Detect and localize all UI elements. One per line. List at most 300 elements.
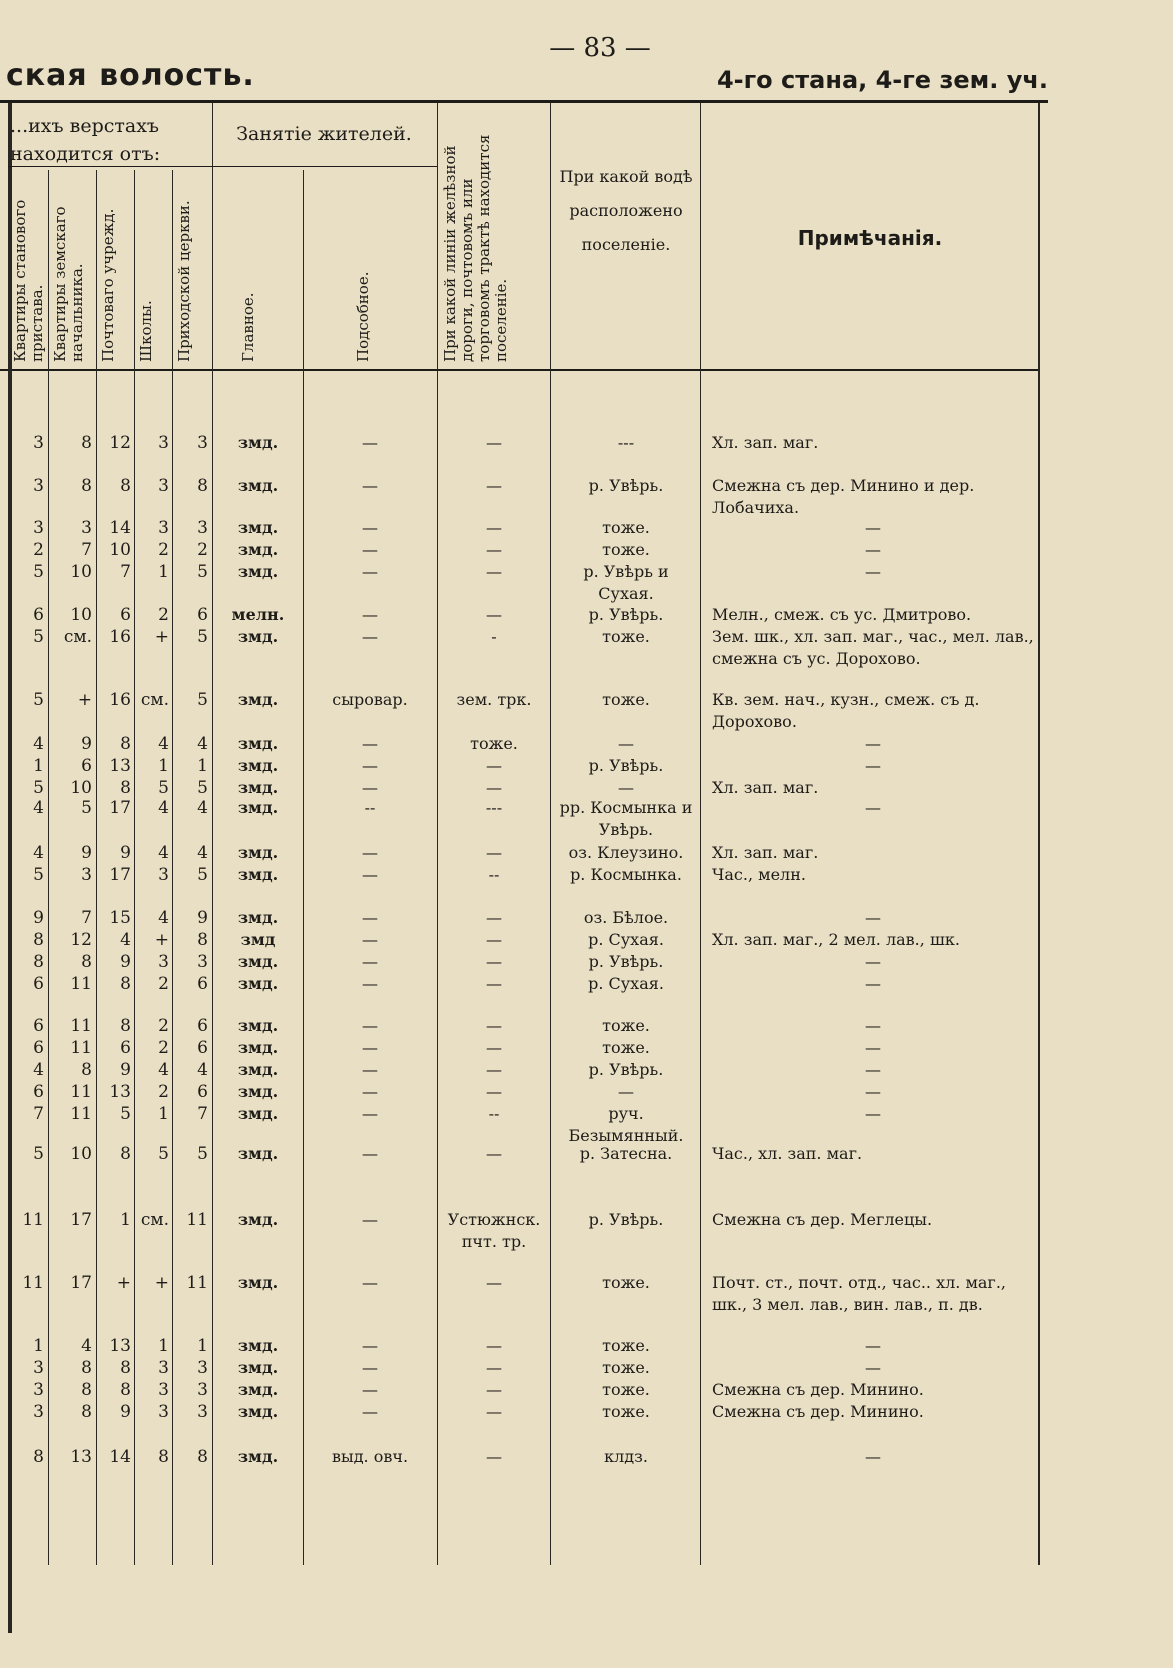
table-cell-e: 3: [197, 518, 208, 538]
table-cell-main: змд.: [237, 518, 279, 537]
col-divider: [437, 103, 438, 1565]
table-cell-road: —: [486, 562, 502, 581]
table-cell-main: змд.: [237, 1016, 279, 1035]
table-cell-note: —: [865, 952, 881, 971]
table-cell-e: 5: [197, 562, 208, 582]
table-cell-note: —: [865, 518, 881, 537]
table-cell-road: —: [486, 540, 502, 559]
table-cell-b: 10: [70, 562, 92, 582]
table-cell-d: 4: [158, 798, 169, 818]
table-cell-a: 5: [33, 1144, 44, 1164]
table-cell-c: 8: [120, 778, 131, 798]
table-cell-water: р. Увѣрь.: [588, 756, 664, 775]
table-cell-b: 11: [70, 1038, 92, 1058]
table-cell-sub: —: [362, 843, 378, 862]
table-cell-main: змд.: [237, 1336, 279, 1355]
table-cell-sub: —: [362, 1082, 378, 1101]
table-cell-e: 4: [197, 843, 208, 863]
table-cell-b: 11: [70, 1016, 92, 1036]
table-cell-e: 4: [197, 1060, 208, 1080]
table-cell-main: мелн.: [231, 605, 285, 624]
table-cell-b: 12: [70, 930, 92, 950]
table-cell-b: 8: [81, 433, 92, 453]
table-cell-a: 6: [33, 1082, 44, 1102]
table-cell-a: 4: [33, 798, 44, 818]
table-cell-note: —: [865, 1016, 881, 1035]
table-cell-main: змд: [240, 930, 276, 949]
table-cell-b: 8: [81, 1358, 92, 1378]
table-cell-d: 5: [158, 1144, 169, 1164]
table-cell-b: 6: [81, 756, 92, 776]
col-header-zemsky: Квартиры земскаго начальника.: [51, 206, 86, 362]
table-cell-note: Зем. шк., хл. зап. маг., час., мел. лав., смежна съ ус. Дорохово.: [712, 627, 1034, 668]
table-cell-d: 3: [158, 518, 169, 538]
table-cell-a: 3: [33, 476, 44, 496]
table-cell-road: —: [486, 778, 502, 797]
table-cell-c: 10: [109, 540, 131, 560]
table-cell-e: 3: [197, 433, 208, 453]
table-cell-water: тоже.: [602, 627, 650, 646]
table-cell-note: —: [865, 1104, 881, 1123]
table-cell-d: 3: [158, 433, 169, 453]
table-cell-d: 3: [158, 1358, 169, 1378]
table-cell-road: —: [486, 843, 502, 862]
table-cell-d: 1: [158, 562, 169, 582]
table-cell-road: —: [486, 1336, 502, 1355]
table-cell-sub: —: [362, 605, 378, 624]
page-number: — 83 —: [549, 33, 651, 63]
table-cell-d: 3: [158, 476, 169, 496]
table-cell-main: змд.: [237, 1038, 279, 1057]
table-cell-b: 3: [81, 518, 92, 538]
table-cell-main: змд.: [237, 865, 279, 884]
table-cell-a: 5: [33, 562, 44, 582]
table-cell-d: +: [154, 627, 169, 647]
table-cell-water: р. Увѣрь.: [588, 476, 664, 495]
table-cell-d: 3: [158, 952, 169, 972]
table-cell-road: тоже.: [470, 734, 518, 753]
table-cell-b: 8: [81, 476, 92, 496]
table-cell-main: змд.: [237, 756, 279, 775]
table-cell-main: змд.: [237, 1144, 279, 1163]
table-cell-water: оз. Клеузино.: [568, 843, 684, 862]
table-cell-a: 8: [33, 1447, 44, 1467]
table-cell-road: Устюжнск. пчт. тр.: [447, 1210, 541, 1251]
table-cell-a: 1: [33, 1336, 44, 1356]
table-cell-road: —: [486, 476, 502, 495]
col-header-school: Школы.: [137, 300, 155, 362]
table-cell-e: 3: [197, 1380, 208, 1400]
col-header-stanovoy: Квартиры станового пристава.: [11, 199, 46, 362]
table-cell-c: 9: [120, 952, 131, 972]
table-cell-water: тоже.: [602, 690, 650, 709]
table-cell-c: 8: [120, 1358, 131, 1378]
table-cell-sub: —: [362, 1144, 378, 1163]
table-cell-e: 8: [197, 930, 208, 950]
table-cell-note: Мелн., смеж. съ ус. Дмитрово.: [712, 605, 972, 624]
table-cell-c: 9: [120, 1060, 131, 1080]
table-cell-road: —: [486, 518, 502, 537]
table-cell-d: 2: [158, 1082, 169, 1102]
table-cell-note: —: [865, 798, 881, 817]
table-cell-road: --: [488, 865, 500, 884]
table-cell-b: 8: [81, 1060, 92, 1080]
table-cell-b: 10: [70, 1144, 92, 1164]
table-cell-note: —: [865, 908, 881, 927]
table-cell-a: 1: [33, 756, 44, 776]
col-divider: [550, 103, 551, 1565]
table-cell-a: 3: [33, 1380, 44, 1400]
table-cell-main: змд.: [237, 1104, 279, 1123]
table-cell-water: оз. Бѣлое.: [583, 908, 669, 927]
col-header-notes: Примѣчанія.: [797, 226, 943, 250]
table-cell-b: 3: [81, 865, 92, 885]
table-cell-sub: —: [362, 930, 378, 949]
table-cell-c: 8: [120, 974, 131, 994]
table-cell-road: —: [486, 908, 502, 927]
table-cell-water: тоже.: [602, 1016, 650, 1035]
table-cell-a: 3: [33, 518, 44, 538]
table-cell-e: 7: [197, 1104, 208, 1124]
col-header-water: При какой водѣ расположено поселеніе.: [559, 167, 693, 254]
table-cell-a: 6: [33, 605, 44, 625]
table-cell-water: р. Увѣрь и Сухая.: [583, 562, 669, 603]
table-cell-b: 7: [81, 540, 92, 560]
table-cell-a: 5: [33, 627, 44, 647]
table-cell-main: змд.: [237, 433, 279, 452]
table-cell-road: —: [486, 605, 502, 624]
table-cell-e: 6: [197, 1016, 208, 1036]
table-cell-c: 7: [120, 562, 131, 582]
table-cell-e: 5: [197, 627, 208, 647]
table-cell-main: змд.: [237, 1402, 279, 1421]
table-cell-d: 1: [158, 756, 169, 776]
table-cell-sub: —: [362, 1060, 378, 1079]
table-cell-a: 8: [33, 952, 44, 972]
table-cell-water: тоже.: [602, 540, 650, 559]
table-cell-c: +: [116, 1273, 131, 1293]
table-cell-b: 13: [70, 1447, 92, 1467]
table-cell-water: тоже.: [602, 1273, 650, 1292]
table-cell-a: 6: [33, 974, 44, 994]
table-cell-water: руч. Безымянный.: [568, 1104, 684, 1145]
table-cell-note: Час., хл. зап. маг.: [712, 1144, 863, 1163]
table-cell-sub: —: [362, 756, 378, 775]
table-cell-e: 4: [197, 734, 208, 754]
table-cell-a: 5: [33, 690, 44, 710]
table-cell-d: 4: [158, 1060, 169, 1080]
table-cell-sub: —: [362, 734, 378, 753]
table-cell-a: 6: [33, 1016, 44, 1036]
col-divider: [134, 170, 135, 1565]
table-cell-b: 11: [70, 1082, 92, 1102]
table-cell-main: змд.: [237, 1273, 279, 1292]
table-cell-main: змд.: [237, 627, 279, 646]
distance-group-header: ...ихъ верстахъ находится отъ:: [10, 115, 161, 165]
table-cell-a: 3: [33, 433, 44, 453]
table-cell-c: 6: [120, 1038, 131, 1058]
table-cell-b: 11: [70, 1104, 92, 1124]
table-cell-main: змд.: [237, 1082, 279, 1101]
table-cell-c: 8: [120, 1016, 131, 1036]
table-cell-main: змд.: [237, 1210, 279, 1229]
table-cell-road: -: [491, 627, 497, 646]
table-cell-sub: —: [362, 1273, 378, 1292]
table-cell-c: 16: [109, 690, 131, 710]
table-cell-main: змд.: [237, 778, 279, 797]
table-cell-road: —: [486, 974, 502, 993]
table-cell-sub: —: [362, 908, 378, 927]
table-cell-d: 5: [158, 778, 169, 798]
table-cell-note: —: [865, 756, 881, 775]
table-cell-e: 8: [197, 1447, 208, 1467]
table-cell-e: 2: [197, 540, 208, 560]
table-cell-sub: —: [362, 627, 378, 646]
table-cell-note: Почт. ст., почт. отд., час.. хл. маг., шк., 3 мел. лав., вин. лав., п. дв.: [712, 1273, 1006, 1314]
table-cell-main: змд.: [237, 476, 279, 495]
table-cell-water: тоже.: [602, 1336, 650, 1355]
table-cell-e: 5: [197, 1144, 208, 1164]
table-cell-road: —: [486, 1402, 502, 1421]
table-cell-d: 3: [158, 1380, 169, 1400]
table-cell-road: —: [486, 1358, 502, 1377]
table-cell-main: змд.: [237, 1358, 279, 1377]
table-cell-a: 11: [22, 1210, 44, 1230]
table-cell-sub: —: [362, 476, 378, 495]
table-cell-e: 5: [197, 778, 208, 798]
table-cell-sub: выд. овч.: [331, 1447, 409, 1466]
table-cell-note: —: [865, 562, 881, 581]
table-cell-a: 4: [33, 734, 44, 754]
table-cell-e: 4: [197, 798, 208, 818]
table-cell-road: —: [486, 930, 502, 949]
table-cell-a: 8: [33, 930, 44, 950]
table-cell-note: —: [865, 1038, 881, 1057]
table-cell-note: —: [865, 540, 881, 559]
table-cell-water: —: [618, 734, 634, 753]
table-cell-e: 6: [197, 1082, 208, 1102]
district-title: 4-го стана, 4-ге зем. уч.: [716, 66, 1048, 94]
table-cell-note: —: [865, 1082, 881, 1101]
table-cell-d: 4: [158, 908, 169, 928]
table-cell-d: см.: [140, 690, 169, 710]
col-header-church: Приходской церкви.: [175, 200, 193, 362]
table-cell-water: рр. Космынка и Увѣрь.: [559, 798, 693, 839]
table-cell-c: 8: [120, 1380, 131, 1400]
table-cell-c: 6: [120, 605, 131, 625]
table-cell-e: 6: [197, 605, 208, 625]
table-cell-c: 9: [120, 1402, 131, 1422]
table-cell-d: 1: [158, 1336, 169, 1356]
table-cell-main: змд.: [237, 974, 279, 993]
table-cell-road: зем. трк.: [456, 690, 532, 709]
table-cell-d: 4: [158, 734, 169, 754]
table-cell-main: змд.: [237, 908, 279, 927]
table-cell-sub: —: [362, 433, 378, 452]
table-cell-d: 2: [158, 1038, 169, 1058]
table-cell-note: Хл. зап. маг.: [712, 433, 819, 452]
table-cell-note: Хл. зап. маг.: [712, 778, 819, 797]
table-cell-c: 13: [109, 1082, 131, 1102]
table-cell-water: р. Сухая.: [588, 930, 664, 949]
table-cell-e: 6: [197, 974, 208, 994]
col-divider: [303, 170, 304, 1565]
table-cell-d: 2: [158, 974, 169, 994]
table-cell-main: змд.: [237, 952, 279, 971]
table-cell-a: 6: [33, 1038, 44, 1058]
table-cell-note: —: [865, 1060, 881, 1079]
table-cell-a: 3: [33, 1358, 44, 1378]
table-cell-a: 4: [33, 1060, 44, 1080]
table-cell-a: 5: [33, 865, 44, 885]
table-cell-c: 13: [109, 1336, 131, 1356]
table-cell-water: тоже.: [602, 1358, 650, 1377]
table-cell-sub: —: [362, 974, 378, 993]
table-cell-a: 5: [33, 778, 44, 798]
table-cell-b: 11: [70, 974, 92, 994]
table-cell-water: ---: [617, 433, 635, 452]
table-cell-b: 4: [81, 1336, 92, 1356]
table-cell-d: 2: [158, 540, 169, 560]
table-cell-d: 2: [158, 1016, 169, 1036]
table-cell-b: 7: [81, 908, 92, 928]
col-divider: [212, 103, 213, 1565]
table-cell-water: —: [618, 778, 634, 797]
occupation-group-header: Занятіе жителей.: [236, 123, 412, 145]
table-cell-note: Хл. зап. маг., 2 мел. лав., шк.: [712, 930, 960, 949]
table-cell-b: 9: [81, 734, 92, 754]
table-cell-sub: —: [362, 1038, 378, 1057]
table-cell-c: 8: [120, 734, 131, 754]
table-cell-e: 5: [197, 865, 208, 885]
col-divider: [700, 103, 701, 1565]
volost-title: ская волость.: [6, 58, 255, 93]
table-cell-main: змд.: [237, 540, 279, 559]
table-cell-main: змд.: [237, 734, 279, 753]
group-underline: [212, 166, 437, 167]
table-cell-sub: —: [362, 562, 378, 581]
table-cell-water: р. Увѣрь.: [588, 605, 664, 624]
table-cell-a: 2: [33, 540, 44, 560]
table-cell-c: 17: [109, 798, 131, 818]
table-cell-d: 8: [158, 1447, 169, 1467]
table-cell-d: 3: [158, 1402, 169, 1422]
header-bottom-rule: [0, 369, 1040, 371]
table-cell-d: 4: [158, 843, 169, 863]
table-cell-road: —: [486, 1447, 502, 1466]
table-cell-note: —: [865, 974, 881, 993]
table-cell-main: змд.: [237, 798, 279, 817]
table-cell-e: 6: [197, 1038, 208, 1058]
table-cell-a: 4: [33, 843, 44, 863]
table-cell-d: см.: [140, 1210, 169, 1230]
table-cell-sub: —: [362, 1016, 378, 1035]
table-cell-note: Смежна съ дер. Минино.: [712, 1402, 924, 1421]
table-cell-b: 5: [81, 798, 92, 818]
table-cell-c: 15: [109, 908, 131, 928]
table-cell-c: 5: [120, 1104, 131, 1124]
table-cell-c: 9: [120, 843, 131, 863]
col-divider: [172, 170, 173, 1565]
table-cell-b: 10: [70, 778, 92, 798]
table-cell-a: 9: [33, 908, 44, 928]
table-cell-e: 1: [197, 756, 208, 776]
table-cell-note: Хл. зап. маг.: [712, 843, 819, 862]
table-cell-water: р. Увѣрь.: [588, 1210, 664, 1229]
table-cell-e: 9: [197, 908, 208, 928]
table-cell-water: р. Увѣрь.: [588, 952, 664, 971]
table-cell-b: +: [77, 690, 92, 710]
right-border: [1038, 103, 1040, 1565]
table-cell-sub: —: [362, 540, 378, 559]
table-cell-water: р. Сухая.: [588, 974, 664, 993]
table-cell-water: тоже.: [602, 518, 650, 537]
table-cell-water: р. Увѣрь.: [588, 1060, 664, 1079]
col-divider: [96, 170, 97, 1565]
table-cell-sub: —: [362, 1336, 378, 1355]
table-cell-road: —: [486, 1082, 502, 1101]
table-cell-water: р. Космынка.: [570, 865, 682, 884]
table-cell-c: 16: [109, 627, 131, 647]
table-cell-sub: —: [362, 1402, 378, 1421]
table-cell-e: 5: [197, 690, 208, 710]
table-cell-sub: —: [362, 518, 378, 537]
table-cell-note: Смежна съ дер. Меглецы.: [712, 1210, 933, 1229]
table-cell-water: —: [618, 1082, 634, 1101]
table-cell-b: 8: [81, 1380, 92, 1400]
table-cell-c: 14: [109, 518, 131, 538]
table-cell-note: Кв. зем. нач., кузн., смеж. съ д. Дорохово.: [712, 690, 980, 731]
table-cell-main: змд.: [237, 843, 279, 862]
table-cell-b: 8: [81, 1402, 92, 1422]
table-cell-water: р. Затесна.: [579, 1144, 673, 1163]
table-cell-note: —: [865, 1336, 881, 1355]
table-cell-water: клдз.: [604, 1447, 648, 1466]
table-cell-main: змд.: [237, 690, 279, 709]
table-cell-e: 1: [197, 1336, 208, 1356]
table-cell-road: —: [486, 1060, 502, 1079]
table-cell-main: змд.: [237, 1380, 279, 1399]
table-cell-c: 1: [120, 1210, 131, 1230]
table-cell-c: 8: [120, 476, 131, 496]
table-cell-sub: —: [362, 1104, 378, 1123]
table-cell-b: 17: [70, 1273, 92, 1293]
table-cell-b: 9: [81, 843, 92, 863]
table-cell-e: 8: [197, 476, 208, 496]
table-cell-road: --: [488, 1104, 500, 1123]
table-cell-note: Смежна съ дер. Минино и дер. Лобачиха.: [712, 476, 975, 517]
table-cell-water: тоже.: [602, 1380, 650, 1399]
table-cell-c: 8: [120, 1144, 131, 1164]
table-cell-d: +: [154, 930, 169, 950]
table-cell-e: 11: [186, 1273, 208, 1293]
table-cell-water: тоже.: [602, 1402, 650, 1421]
table-cell-road: —: [486, 1273, 502, 1292]
table-cell-b: 10: [70, 605, 92, 625]
table-cell-note: Час., мелн.: [712, 865, 806, 884]
table-cell-d: 1: [158, 1104, 169, 1124]
table-cell-sub: --: [364, 798, 376, 817]
table-cell-road: —: [486, 756, 502, 775]
table-cell-road: —: [486, 1038, 502, 1057]
table-cell-sub: —: [362, 1380, 378, 1399]
table-cell-sub: —: [362, 1210, 378, 1229]
table-cell-b: 8: [81, 952, 92, 972]
table-cell-main: змд.: [237, 1447, 279, 1466]
table-cell-sub: —: [362, 778, 378, 797]
table-cell-sub: —: [362, 865, 378, 884]
table-cell-e: 3: [197, 1402, 208, 1422]
